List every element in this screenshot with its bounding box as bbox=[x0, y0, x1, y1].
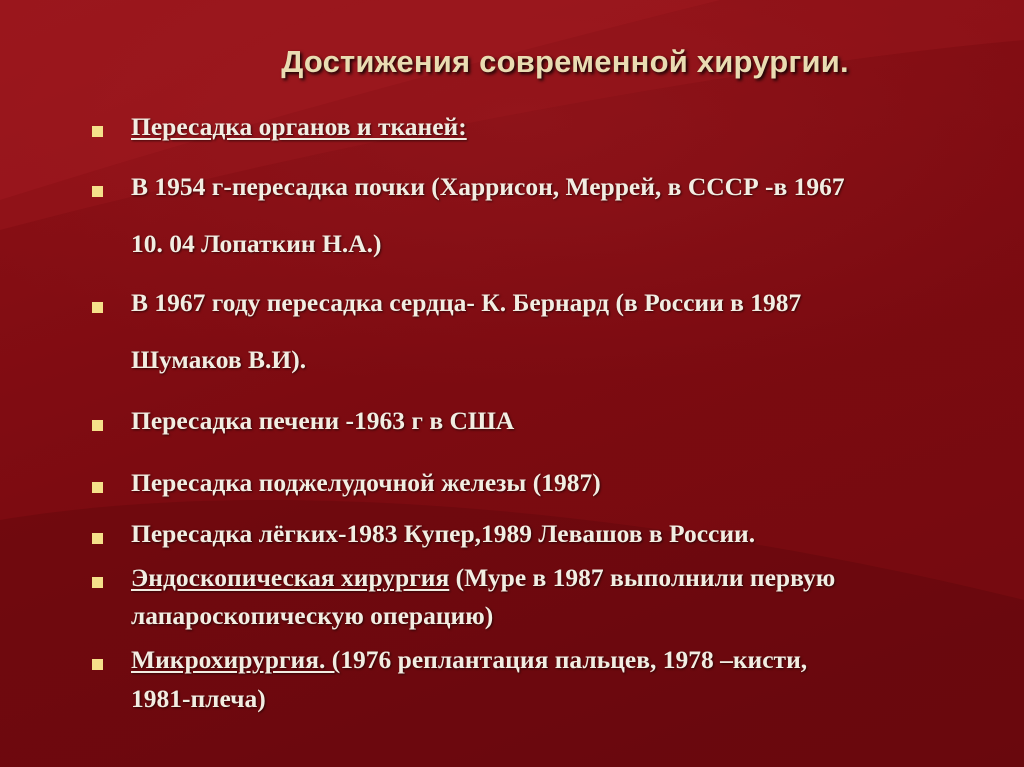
list-item-line bbox=[131, 519, 755, 549]
bullet-icon bbox=[92, 482, 103, 493]
list-item-text: В 1954 г-пересадка почки (Харрисон, Меррей, в СССР -в 1967 bbox=[131, 172, 845, 201]
list-item-line bbox=[131, 563, 835, 593]
bullet-icon bbox=[92, 577, 103, 588]
list-item-text: (Муре в 1987 выполнили первую bbox=[449, 563, 836, 592]
list-item-text: 1976 реплантация пальцев, 1978 –кисти, bbox=[340, 645, 808, 674]
list-item-line bbox=[131, 684, 266, 714]
list-item-underlined: Микрохирургия. ( bbox=[131, 645, 341, 674]
bullet-icon bbox=[92, 302, 103, 313]
bullet-icon bbox=[92, 420, 103, 431]
list-item-text: Шумаков В.И). bbox=[131, 345, 307, 374]
list-item-text: 1981-плеча) bbox=[131, 684, 266, 713]
bullet-icon bbox=[92, 126, 103, 137]
list-item-line bbox=[131, 406, 514, 436]
bullet-icon bbox=[92, 186, 103, 197]
list-item-text: 10. 04 Лопаткин Н.А.) bbox=[131, 229, 382, 258]
bullet-icon bbox=[92, 659, 103, 670]
list-item-text: Пересадка поджелудочной железы (1987) bbox=[131, 468, 601, 497]
list-item-line bbox=[131, 468, 601, 498]
list-item-line bbox=[131, 112, 467, 142]
list-item-line bbox=[131, 288, 801, 318]
list-item-text: лапароскопическую операцию) bbox=[131, 601, 494, 630]
list-item-line bbox=[131, 345, 306, 375]
list-item-text: В 1967 году пересадка сердца- К. Бернард (в России в 1987 bbox=[131, 288, 802, 317]
list-item-text: Пересадка печени -1963 г в США bbox=[131, 406, 515, 435]
list-item-text: Пересадка лёгких-1983 Купер,1989 Левашов в России. bbox=[131, 519, 756, 548]
list-item-underlined: Пересадка органов и тканей: bbox=[131, 112, 467, 141]
list-item-underlined: Эндоскопическая хирургия bbox=[131, 563, 450, 592]
list-item-line bbox=[131, 172, 845, 202]
list-item-line bbox=[131, 229, 382, 259]
list-item-line bbox=[131, 645, 807, 675]
slide-title: Достижения современной хирургии. bbox=[281, 44, 849, 79]
list-item-line bbox=[131, 601, 493, 631]
bullet-icon bbox=[92, 533, 103, 544]
